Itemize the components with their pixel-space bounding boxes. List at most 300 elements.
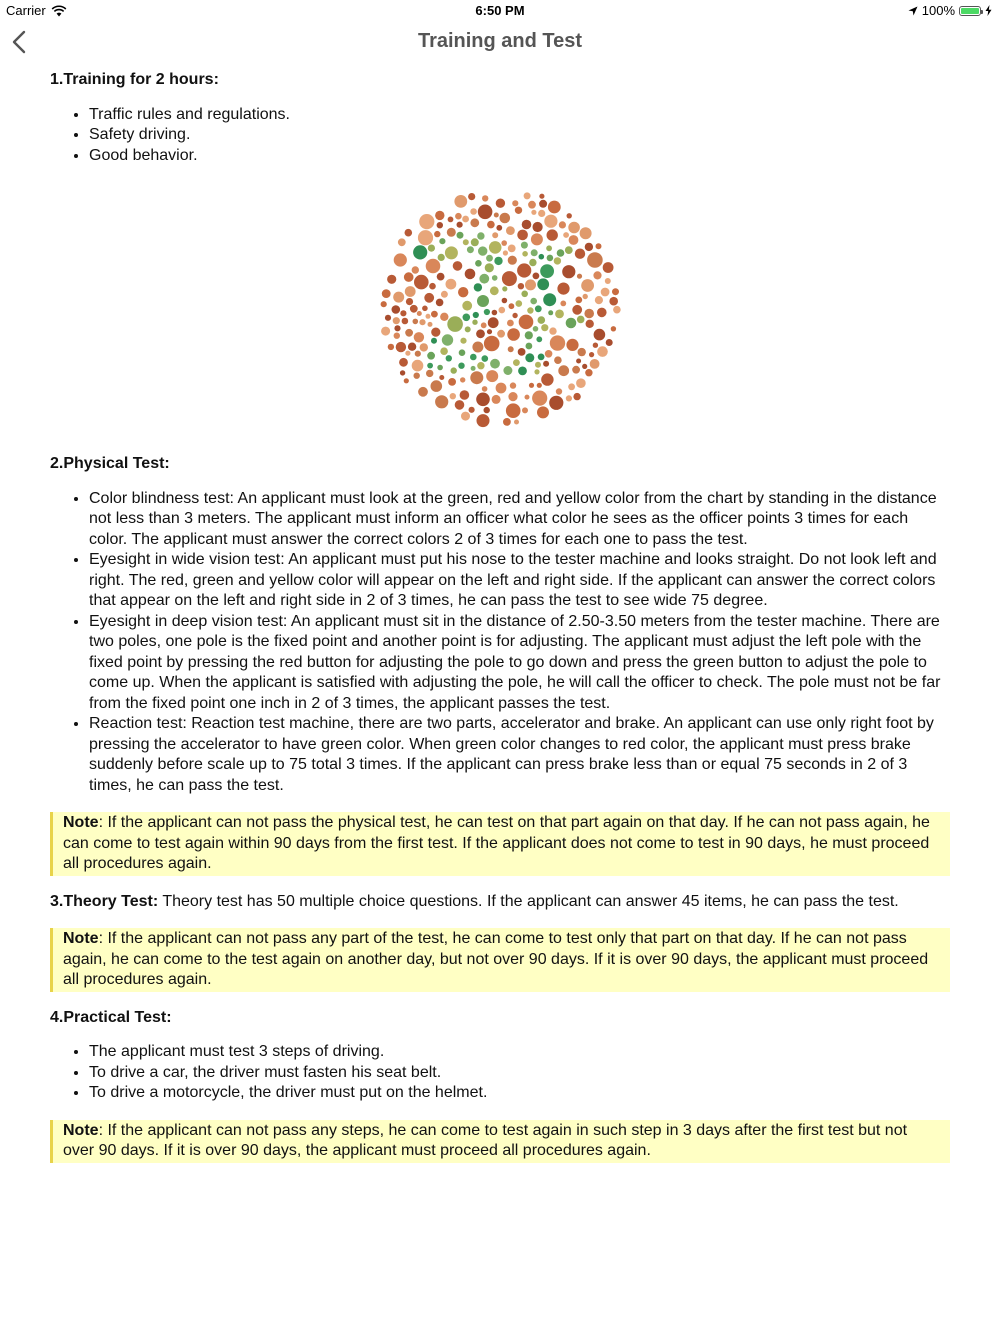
plate-dot (437, 365, 443, 371)
plate-dot (492, 232, 498, 238)
status-bar (0, 0, 1000, 20)
plate-dot (437, 222, 443, 228)
list-item: • Good behavior. (89, 146, 950, 167)
plate-dot (465, 269, 476, 280)
plate-dot (427, 352, 435, 360)
plate-dot (494, 257, 502, 265)
plate-dot (454, 195, 467, 208)
plate-dot (535, 305, 542, 312)
plate-dot (548, 310, 553, 315)
plate-dot (405, 329, 413, 337)
training-heading: 1.Training for 2 hours: (50, 71, 219, 88)
plate-dot (569, 235, 579, 245)
plate-dot (399, 358, 408, 367)
plate-dot (512, 313, 517, 318)
plate-dot (509, 303, 515, 309)
plate-dot (484, 407, 490, 413)
plate-dot (424, 293, 434, 303)
plate-dot (515, 207, 522, 214)
plate-dot (613, 306, 621, 314)
plate-dot (518, 283, 524, 289)
plate-dot (506, 403, 521, 418)
plate-dot (465, 326, 471, 332)
physical-heading: 2.Physical Test: (50, 455, 170, 472)
plate-dot (611, 326, 616, 331)
plate-dot (537, 406, 549, 418)
plate-dot (518, 367, 527, 376)
plate-dot (514, 420, 519, 425)
plate-dot (385, 315, 391, 321)
list-item: • Traffic rules and regulations. (89, 105, 950, 126)
plate-dot (517, 230, 528, 241)
plate-dot (482, 195, 488, 201)
list-item: • To drive a motorcycle, the driver must put on the helmet. (89, 1083, 950, 1104)
plate-dot (577, 316, 585, 324)
plate-dot (476, 393, 490, 407)
plate-dot (502, 286, 507, 291)
plate-dot (436, 299, 444, 307)
plate-dot (474, 283, 482, 291)
plate-dot (525, 279, 536, 290)
plate-dot (468, 193, 475, 200)
plate-dot (398, 238, 406, 246)
list-item: • Eyesight in deep vision test: An applicant must sit in the distance of 2.50-3.50 meters from the tester machine. There are two poles, one pole is the fixed point and another point is for adjusting. The applicant must adjust the left pole with the fixed point by pressing the red button for adjusting the pole to go down and press the green button to adjust the pole to come up. When the applicant is satisfied with adjusting the pole, he will call the officer to check. The pole must not be far from the fixed point one inch in 2 of 3 times, the applicant passes the test. (89, 612, 950, 715)
plate-dot (489, 241, 502, 254)
plate-dot (419, 214, 434, 229)
plate-dot (539, 254, 545, 260)
plate-dot (437, 273, 445, 281)
plate-dot (502, 298, 508, 304)
plate-dot (559, 221, 566, 228)
status-right (908, 3, 992, 18)
plate-dot (508, 256, 517, 265)
plate-dot (537, 278, 549, 290)
plate-dot (501, 240, 507, 246)
plate-dot (406, 298, 413, 305)
plate-dot (539, 200, 547, 208)
theory-heading: 3.Theory Test: (50, 892, 159, 910)
plate-dot (594, 329, 606, 341)
plate-dot (494, 213, 499, 218)
carrier-label: Carrier (6, 3, 46, 18)
plate-dot (460, 377, 465, 382)
plate-dot (596, 243, 602, 249)
plate-dot (512, 200, 518, 206)
plate-dot (471, 238, 479, 246)
practical-heading: 4.Practical Test: (50, 1008, 172, 1026)
battery-percent: 100% (921, 3, 955, 18)
plate-dot (541, 324, 548, 331)
plate-dot (585, 369, 592, 376)
plate-dot (417, 311, 422, 316)
plate-dot (550, 335, 565, 350)
list-item: • Eyesight in wide vision test: An applicant must put his nose to the tester machine and looks straight. Do not look left and right. The red, green and yellow color will appear on the left and right side. If the applicant can answer the correct colors that appear on the left and right side in 2 of 3 times, he can pass the test to see wide 75 degree. (89, 550, 950, 612)
plate-dot (484, 336, 500, 352)
plate-dot (612, 288, 619, 295)
plate-dot (545, 350, 553, 358)
plate-dot (460, 338, 466, 344)
plate-dot (484, 309, 490, 315)
plate-dot (549, 327, 556, 334)
plate-dot (457, 222, 463, 228)
plate-dot (472, 320, 477, 325)
plate-dot (470, 371, 483, 384)
plate-dot (457, 232, 464, 239)
plate-dot (566, 339, 578, 351)
plate-dot (394, 325, 400, 331)
plate-dot (420, 343, 428, 351)
plate-dot (400, 310, 406, 316)
physical-note (50, 812, 950, 876)
plate-dot (521, 291, 528, 298)
plate-dot (516, 300, 523, 307)
plate-dot (549, 396, 563, 410)
plate-dot (586, 320, 594, 328)
plate-dot (477, 362, 484, 369)
plate-dot (440, 347, 448, 355)
physical-list (50, 489, 950, 797)
plate-dot (392, 305, 401, 314)
plate-dot (488, 317, 499, 328)
plate-dot (448, 378, 456, 386)
plate-dot (455, 400, 465, 410)
content (50, 70, 950, 1163)
plate-dot (527, 307, 533, 313)
plate-dot (459, 349, 466, 356)
plate-dot (479, 274, 489, 284)
plate-dot (548, 201, 561, 214)
plate-dot (478, 246, 487, 255)
plate-dot (534, 369, 539, 374)
plate-dot (572, 305, 582, 315)
note-label: Note (63, 814, 99, 831)
note-text: : If the applicant can not pass any steps, he can come to test again in such step in 3 days after the first test but not over 90 days. If it is over 90 days, the applicant must proceed all procedures again. (63, 1121, 908, 1159)
plate-dot (580, 227, 592, 239)
plate-dot (597, 308, 607, 318)
list-item: • To drive a car, the driver must fasten his seat belt. (89, 1063, 950, 1084)
plate-dot (413, 245, 427, 259)
color-blindness-plate (375, 182, 625, 432)
practical-list (50, 1042, 950, 1104)
note-label: Note (63, 1121, 99, 1139)
plate-dot (431, 338, 437, 344)
plate-dot (503, 418, 511, 426)
plate-dot (533, 326, 539, 332)
plate-dot (529, 383, 534, 388)
plate-dot (537, 383, 542, 388)
plate-dot (482, 355, 489, 362)
plate-dot (540, 264, 554, 278)
plate-dot (426, 370, 433, 377)
plate-dot (543, 293, 556, 306)
plate-dot (471, 366, 476, 371)
plate-dot (492, 275, 498, 281)
plate-dot (585, 243, 593, 251)
plate-dot (522, 407, 528, 413)
plate-dot (438, 254, 445, 261)
plate-dot (582, 364, 587, 369)
location-arrow-icon (908, 6, 918, 16)
plate-dot (469, 407, 475, 413)
plate-dot (463, 239, 469, 245)
list-item: • Reaction test: Reaction test machine, there are two parts, accelerator and brake. An applicant can use only right foot by pressing the accelerator to have green color. When green color changes to red color, the applicant must press brake suddenly before scale up to 75 total 3 times. If the applicant can press brake less than or equal 75 seconds in 2 of 3 times, he can pass the test. (89, 714, 950, 796)
plate-dot (519, 315, 534, 330)
plate-dot (547, 229, 558, 240)
plate-dot (605, 278, 611, 284)
plate-dot (496, 383, 507, 394)
plate-dot (521, 242, 528, 249)
plate-dot (431, 380, 443, 392)
plate-dot (448, 217, 454, 223)
plate-dot (583, 294, 588, 299)
plate-dot (422, 306, 428, 312)
plate-dot (412, 360, 424, 372)
plate-dot (530, 298, 537, 305)
plate-dot (539, 194, 544, 199)
plate-dot (428, 245, 435, 252)
plate-dot (577, 274, 582, 279)
plate-dot (499, 307, 506, 314)
plate-dot (428, 322, 433, 327)
plate-dot (546, 245, 552, 251)
plate-dot (525, 353, 534, 362)
plate-dot (470, 208, 477, 215)
plate-dot (426, 314, 431, 319)
plate-dot (589, 352, 594, 357)
plate-dot (405, 351, 410, 356)
plate-dot (568, 383, 575, 390)
plate-dot (490, 286, 499, 295)
plate-dot (593, 271, 601, 279)
plate-dot (554, 257, 561, 264)
plate-dot (476, 329, 485, 338)
plate-dot (529, 259, 536, 266)
plate-dot (382, 289, 391, 298)
plate-dot (404, 378, 409, 383)
plate-dot (531, 210, 536, 215)
plate-dot (525, 331, 533, 339)
plate-dot (388, 344, 394, 350)
plate-dot (567, 213, 572, 218)
list-item: • Color blindness test: An applicant must look at the green, red and yellow color from the chart by standing in the distance not less than 3 meters. The applicant must inform an officer what color he sees as the officer points 3 times for each color. The applicant must answer the correct colors 2 of 3 times for each one to pass the test. (89, 489, 950, 551)
plate-dot (487, 329, 492, 334)
plate-dot (446, 279, 457, 290)
plate-dot (578, 348, 586, 356)
plate-dot (472, 342, 483, 353)
theory-paragraph (50, 892, 950, 913)
plate-dot (543, 361, 549, 367)
plate-dot (405, 229, 413, 237)
plate-dot (609, 297, 618, 306)
plate-dot (450, 393, 456, 399)
plate-dot (477, 295, 489, 307)
plate-dot (478, 205, 493, 220)
plate-dot (439, 238, 445, 244)
plate-dot (531, 249, 538, 256)
plate-dot (506, 226, 515, 235)
plate-dot (387, 275, 396, 284)
plate-dot (517, 263, 531, 277)
plate-dot (536, 336, 542, 342)
plate-dot (451, 367, 457, 373)
plate-dot (477, 414, 490, 427)
practical-note (50, 1120, 950, 1163)
plate-dot (593, 343, 598, 348)
plate-dot (414, 373, 420, 379)
plate-dot (462, 216, 469, 223)
plate-dot (503, 250, 508, 255)
plate-dot (439, 375, 444, 380)
plate-dot (396, 342, 406, 352)
note-label: Note (63, 930, 99, 947)
plate-dot (601, 288, 610, 297)
plate-dot (481, 322, 487, 328)
plate-dot (566, 395, 572, 401)
plate-dot (446, 355, 452, 361)
training-list (50, 105, 950, 167)
plate-dot (581, 279, 594, 292)
plate-dot (497, 330, 505, 338)
plate-dot (381, 301, 387, 307)
plate-dot (531, 233, 543, 245)
plate-dot (461, 412, 470, 421)
plate-dot (590, 359, 600, 369)
plate-dot (566, 318, 577, 329)
plate-dot (556, 388, 562, 394)
plate-dot (518, 348, 526, 356)
plate-dot (496, 199, 505, 208)
plate-dot (544, 215, 557, 228)
plate-dot (477, 232, 484, 239)
plate-dot (427, 363, 433, 369)
theory-note (50, 928, 950, 992)
plate-dot (503, 366, 512, 375)
plate-dot (524, 192, 531, 199)
plate-dot (507, 328, 520, 341)
plate-dot (538, 316, 546, 324)
plate-dot (500, 213, 511, 224)
status-time: 6:50 PM (475, 3, 525, 18)
theory-text: Theory test has 50 multiple choice questions. If the applicant can answer 45 items, he can pass the test. (158, 892, 899, 910)
plate-dot (508, 392, 517, 401)
plate-dot (490, 359, 500, 369)
plate-dot (486, 255, 493, 262)
plate-dot (475, 260, 482, 267)
plate-dot (603, 262, 614, 273)
plate-dot (557, 249, 565, 257)
plate-dot (522, 220, 532, 230)
plate-dot (431, 311, 438, 318)
list-item: • Safety driving. (89, 125, 950, 146)
plate-dot (573, 393, 580, 400)
plate-dot (510, 382, 516, 388)
plate-dot (414, 332, 424, 342)
plate-dot (555, 310, 564, 319)
plate-dot (408, 343, 416, 351)
plate-dot (470, 354, 477, 361)
note-text: : If the applicant can not pass any part of the test, he can come to test only that part on that day. If he can not pass again, he can come to the test again on another day, but not over 90 days. If it is over 90 days, the applicant must proceed all procedures again. (63, 930, 929, 988)
plate-dot (414, 275, 429, 290)
plate-dot (568, 222, 580, 234)
charging-bolt-icon (985, 5, 992, 16)
plate-dot (507, 320, 514, 327)
plate-dot (576, 359, 581, 364)
plate-dot (441, 291, 448, 298)
plate-dot (554, 356, 562, 364)
plate-dot (525, 395, 530, 400)
plate-dot (513, 359, 520, 366)
plate-dot (597, 346, 608, 357)
plate-dot (508, 245, 516, 253)
plate-dot (402, 318, 409, 325)
plate-dot (538, 210, 545, 217)
battery-fill (961, 8, 979, 14)
plate-dot (412, 266, 419, 273)
plate-dot (486, 370, 498, 382)
plate-dot (541, 373, 553, 385)
plate-dot (575, 297, 582, 304)
plate-dot (447, 316, 463, 332)
plate-dot (413, 319, 419, 325)
plate-dot (502, 271, 517, 286)
plate-dot (418, 230, 433, 245)
plate-dot (419, 319, 425, 325)
battery-icon (959, 6, 981, 16)
plate-dot (458, 287, 468, 297)
plate-dot (455, 213, 462, 220)
plate-dot (508, 346, 514, 352)
plate-dot (404, 272, 414, 282)
plate-dot (400, 370, 405, 375)
plate-dot (463, 314, 471, 322)
plate-dot (487, 221, 495, 229)
plate-dot (492, 395, 501, 404)
plate-dot (435, 211, 444, 220)
plate-dot (462, 301, 472, 311)
plate-dot (405, 286, 416, 297)
plate-dot (415, 351, 421, 357)
plate-dot (522, 251, 528, 257)
plate-dot (460, 390, 470, 400)
plate-dot (492, 310, 498, 316)
plate-dot (447, 228, 456, 237)
plate-dot (528, 201, 536, 209)
plate-dot (418, 387, 428, 397)
page-title: Training and Test (417, 30, 583, 52)
plate-dot (410, 305, 418, 313)
plate-dot (538, 354, 545, 361)
plate-dot (434, 231, 440, 237)
plate-dot (394, 253, 407, 266)
plate-dot (429, 283, 436, 290)
plate-dot (587, 252, 603, 268)
plate-dot (535, 362, 541, 368)
plate-dot (482, 386, 488, 392)
plate-dot (393, 317, 400, 324)
plate-dot (558, 365, 569, 376)
plate-dot (467, 246, 474, 253)
plate-dot (575, 249, 585, 259)
plate-dot (533, 273, 540, 280)
plate-dot (572, 366, 580, 374)
plate-dot (442, 334, 453, 345)
plate-dot (485, 263, 494, 272)
plate-dot (606, 339, 613, 346)
plate-dot (431, 328, 440, 337)
navigation-bar (0, 20, 1000, 64)
plate-dot (381, 327, 390, 336)
plate-dot (576, 378, 586, 388)
